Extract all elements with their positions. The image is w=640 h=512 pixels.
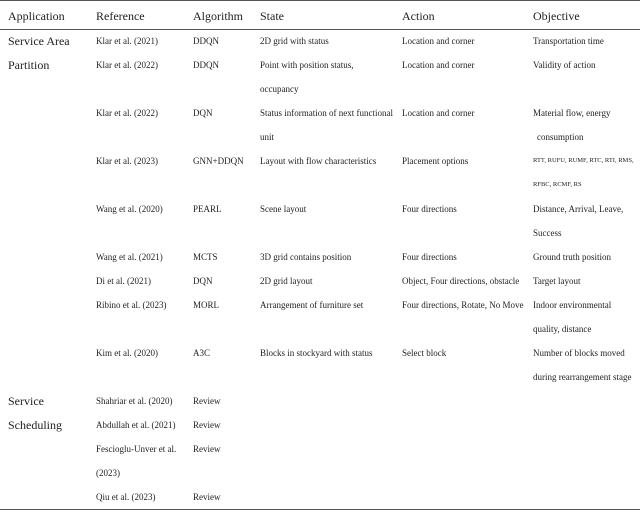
cell-reference: Fescioglu-Unver et al.: [96, 444, 177, 454]
cell-objective: RTT, RUFU, RUMF, RTC, RTI, RMS,: [533, 157, 634, 164]
cell-objective: Indoor environmental: [533, 300, 612, 310]
cell-action: Location and corner: [402, 60, 475, 70]
cell-reference: Klar et al. (2023): [96, 156, 158, 166]
cell-state: Scene layout: [260, 204, 307, 214]
cell-algorithm: DDQN: [193, 60, 219, 70]
cell-objective-line2: quality, distance: [533, 324, 592, 334]
cell-state-line2: unit: [260, 132, 275, 142]
cell-algorithm: DQN: [193, 108, 213, 118]
cell-objective: Transportation time: [533, 36, 604, 46]
application-scheduling: Scheduling: [8, 418, 62, 432]
application-service-area: Service Area: [8, 34, 70, 48]
cell-objective-line2: RFBC, RCMF, RS: [533, 181, 582, 188]
cell-action: Select block: [402, 348, 447, 358]
cell-algorithm: MCTS: [193, 252, 218, 262]
cell-state: 3D grid contains position: [260, 252, 352, 262]
cell-objective-line2: Success: [533, 228, 562, 238]
cell-objective: Validity of action: [533, 60, 596, 70]
cell-action: Four directions, Rotate, No Move: [402, 300, 524, 310]
cell-algorithm: GNN+DDQN: [193, 156, 244, 166]
header-state: State: [260, 9, 284, 23]
cell-objective: Distance, Arrival, Leave,: [533, 204, 624, 214]
cell-reference: Ribino et al. (2023): [96, 300, 167, 310]
application-service: Service: [8, 394, 44, 408]
cell-algorithm: DDQN: [193, 36, 219, 46]
cell-reference: Shahriar et al. (2020): [96, 396, 173, 406]
cell-objective-line2: during rearrangement stage: [533, 372, 632, 382]
cell-reference: Abdullah et al. (2021): [96, 420, 176, 430]
cell-reference: Qiu et al. (2023): [96, 492, 156, 502]
cell-reference: Kim et al. (2020): [96, 348, 158, 358]
cell-algorithm: PEARL: [193, 204, 222, 214]
cell-reference-line2: (2023): [96, 468, 120, 478]
cell-action: Four directions: [402, 204, 457, 214]
cell-state: Arrangement of furniture set: [260, 300, 364, 310]
header-algorithm: Algorithm: [193, 9, 243, 23]
cell-state: Status information of next functional: [260, 108, 393, 118]
header-objective: Objective: [533, 9, 580, 23]
cell-algorithm: MORL: [193, 300, 220, 310]
cell-algorithm: DQN: [193, 276, 213, 286]
cell-algorithm: Review: [193, 420, 221, 430]
header-action: Action: [402, 9, 435, 23]
cell-state: 2D grid with status: [260, 36, 329, 46]
header-reference: Reference: [96, 9, 145, 23]
cell-action: Placement options: [402, 156, 469, 166]
cell-reference: Klar et al. (2022): [96, 108, 158, 118]
top-rule: [0, 0, 640, 1]
cell-objective-line2: consumption: [537, 132, 584, 142]
cell-objective: Material flow, energy: [533, 108, 611, 118]
cell-state: Point with position status,: [260, 60, 354, 70]
cell-reference: Klar et al. (2022): [96, 60, 158, 70]
cell-action: Four directions: [402, 252, 457, 262]
cell-objective: Target layout: [533, 276, 581, 286]
cell-objective: Ground truth position: [533, 252, 611, 262]
cell-action: Location and corner: [402, 108, 475, 118]
cell-reference: Di et al. (2021): [96, 276, 151, 286]
cell-reference: Wang et al. (2021): [96, 252, 163, 262]
application-partition: Partition: [8, 58, 50, 72]
cell-reference: Wang et al. (2020): [96, 204, 163, 214]
cell-algorithm: Review: [193, 444, 221, 454]
header-application: Application: [8, 9, 65, 23]
cell-action: Object, Four directions, obstacle: [402, 276, 520, 286]
cell-state-line2: occupancy: [260, 84, 299, 94]
cell-action: Location and corner: [402, 36, 475, 46]
cell-reference: Klar et al. (2021): [96, 36, 158, 46]
bottom-rule: [0, 509, 640, 510]
cell-state: 2D grid layout: [260, 276, 313, 286]
cell-algorithm: Review: [193, 492, 221, 502]
cell-objective: Number of blocks moved: [533, 348, 625, 358]
cell-state: Layout with flow characteristics: [260, 156, 377, 166]
cell-algorithm: Review: [193, 396, 221, 406]
cell-algorithm: A3C: [193, 348, 211, 358]
cell-state: Blocks in stockyard with status: [260, 348, 373, 358]
